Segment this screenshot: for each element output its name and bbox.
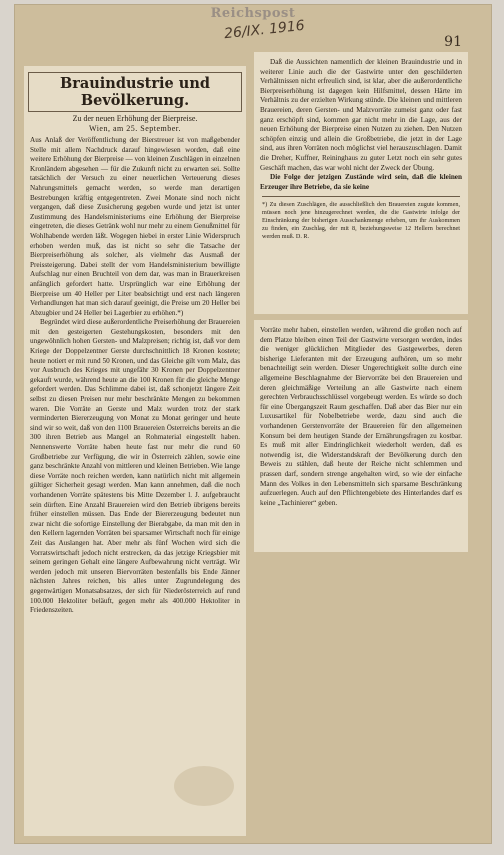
article-paragraph: Begründet wird diese außerordentliche Preiserhöhung der Brauereien mit den gesteigerten Gestehungskosten, besonders mit den ungewöhnlich hohen Gersten- und Malzpreisen; richtig ist, daß vor dem Kriege der Doppelzentner Gerste durchschnittlich 18 Kronen kostete; heute notiert er mit rund 50 Kronen, und das Gleiche gilt vom Malz, das vor Ausbruch des Krieges mit ungefähr 30 Kronen per Doppelzentner gekauft wurde, während heute an die 100 Kronen für die gleiche Menge gefordert werden. Das Schlimme dabei ist, daß schonjetzt längere Zeit selbst zu diesen Preisen nur mehr beschränkte Mengen zu bekommen waren. Die Vorräte an Gerste und Malz wurden trotz der stark verminderten Biererzeugung von Monat zu Monat geringer und heute sind wir so weit, daß von den 1100 Brauereien Österreichs bereits an die 300 ihren Betrieb aus Mangel an Rohmaterial eingestellt haben. Nennenswerte Vorräte haben heute fast nur mehr die rund 60 Großbetriebe zur Verfügung, die wir in Österreich zählen, sowie eine ganz beschränkte Anzahl von mittleren und kleinen Betrieben. Wie lange diese Vorräte noch reichen werden, kann natürlich nicht mit allgemein gültiger Sicherheit gesagt werden. Man kann annehmen, daß die noch vorhandenen Vorräte spätestens bis Mitte Dezember l. J. aufgebraucht sein dürften. Eine Anzahl Brauereien wird den Betrieb übrigens bereits früher einstellen müssen. Das Ende der Biererzeugung bedeutet nun zwar nicht die sofortige Einstellung der Bierabgabe, da man mit den in den Kellern lagernden Vorräten bei sparsamer Wirtschaft noch für einige Zeit das Auslangen hat. Aber mehr als fünf Wochen wird sich die Vorratswirtschaft jedoch nicht erstrecken, da das jetzige Kriegsbier mit seinem geringen Gehalt eine längere Aufbewahrung nicht verträgt. Wir werden jedoch mit unseren Biervorräten bestenfalls bis Ende Jänner nächsten Jahres reichen, bis alles unter Zugrundelegung des gegenwärtigen Monatsabsatzes, der sich für Niederösterreich auf rund 100.000 Hektoliter beläuft, gegen mehr als 400.000 Hektoliter in Friedenszeiten. bbox=[30, 318, 240, 615]
article-body bbox=[24, 136, 246, 616]
article-dateline: Wien, am 25. September. bbox=[88, 124, 182, 133]
article-clipping-right-top bbox=[254, 52, 468, 314]
page-number: 91 bbox=[444, 34, 462, 50]
handwritten-date: 26/IX. 1916 bbox=[223, 17, 306, 43]
article-headline: Brauindustrie und Bevölkerung. bbox=[28, 72, 242, 112]
article-continuation-bottom bbox=[254, 320, 468, 508]
article-paragraph: Daß die Aussichten namentlich der kleinen Brauindustrie und in weiterer Linie auch die der Gastwirte unter den geschilderten Verhältnissen nicht erfreulich sind, ist klar, aber die außerordentliche Bierpreiserhöhung ist dagegen kein Hilfsmittel, dessen Härte im Verhältnis zu der erzielten Wirkung stünde. Die kleinen und mittleren Brauereien, deren Gersten- und Malzvorräte zumeist ganz oder fast ganz erschöpft sind, kommen gar nicht mehr in die Lage, aus der neuen Erhöhung der Bierpreise einen Nutzen zu ziehen. Den Nutzen schöpfen einzig und allein die Großbetriebe, die jetzt in der Lage sind, aus ihren Vorräten noch möglichst viel herauszuschlagen. Damit die Dreher, Kuffner, Reininghaus zu guter Letzt noch ein sehr gutes Geschäft machen, das war wohl nicht der Zweck der Übung. bbox=[260, 58, 462, 172]
masthead-stamp: Reichspost bbox=[210, 6, 296, 21]
article-continuation-top bbox=[254, 52, 468, 192]
footnote-divider bbox=[262, 196, 460, 197]
article-paragraph: Aus Anlaß der Veröffentlichung der Bierstreuer ist von maßgebender Stelle mit allem Nachdruck darauf hingewiesen worden, daß eine weitere Erhöhung der Bierpreise — von kleinen Zuschlägen in einzelnen Kronländern abgesehen — für die Zukunft nicht zu erwarten sei. Sollte tatsächlich der Versuch zu einer neuerlichen Verteuerung dieses Nahrungsmittels gemacht werden, so werde man derartigen Bestrebungen kräftig entgegentreten. Zwei Monate sind noch nicht vergangen, daß diese Zusicherung gegeben wurde und jetzt ist unter Zustimmung des Handelsministeriums eine Erhöhung der Bierpreise eingetreten, die dieses Getränk wohl nur mehr zu einem Genußmittel für Wohlhabende werden läßt. Wogegen hiebei in erster Linie Widerspruch erhoben werden muß, das ist nicht so sehr die Tatsache der Bierpreiserhöhung als solcher, als vielmehr das Ausmaß der Preissteigerung. Dabei stellt der vom Handelsministerium bewilligte Aufschlag nur einen Bruchteil von dem dar, was man in Brauerkreisen anfänglich gefordert hatte. Ursprünglich war eine Erhöhung der Bierpreise um 40 Heller per Liter beabsichtigt und erst nach längeren Verhandlungen hat man sich darauf geeinigt, die Preise um 20 Heller bei Abzugbier und 24 Heller bei Lagerbier zu erhöhen.*) bbox=[30, 136, 240, 317]
article-footnote: *) Zu diesen Zuschlägen, die ausschließlich den Brauereien zugute kommen, müssen noch jene hinzugerechnet werden, die die Gastwirte infolge der Einschränkung der bisherigen Ausschankmenge erheben, um ihr Auskommen zu finden, ein Zuschlag, der mit 8, beziehungsweise 12 Hellern berechnet werden muß. D. R. bbox=[262, 201, 460, 241]
article-subhead: Zu der neuen Erhöhung der Bierpreise. bbox=[72, 114, 198, 123]
article-clipping-right-bottom bbox=[254, 320, 468, 552]
paper-stain bbox=[174, 766, 234, 806]
article-paragraph: Die Folge der jetzigen Zustände wird sein, daß die kleinen Erzeuger ihre Betriebe, da sie keine bbox=[260, 173, 462, 191]
article-clipping-left bbox=[24, 66, 246, 836]
article-paragraph: Vorräte mehr haben, einstellen werden, während die großen noch auf dem Platze bleiben einen Teil der Gastwirte versorgen werden, indes die weniger glücklichen Mitglieder des Gastgewerbes, deren bisherige Lieferanten mit der Erzeugung aufhören, um so mehr benachteiligt sein werden. Dieser Ungerechtigkeit sollte durch eine allgemeine Beschlagnahme der Biervorräte bei den Brauereien und deren gleichmäßige Verteilung an alle Gastwirte nach einem gerechten Verbrauchsschlüssel vorgebeugt werden. Es würde so doch für eine Übergangszeit Raum geschaffen. Daß aber das Bier nur ein Luxusartikel für Nobelbetriebe werde, dazu sind auch die vorhandenen Gerstenvorräte der Brauereien für den allgemeinen Konsum bei dem heutigen Stande der Ernährungsfragen zu kostbar. Es muß mit aller Eindringlichkeit wiederholt werden, daß es notwendig ist, die Widerstandskraft der Bevölkerung durch den Beweis zu stählen, daß heute der Reiche nicht schlemmen und prassen darf, sondern strenge angehalten wird, so wie der einfache Mann des Volkes in den Lebensmitteln sich sparsame Beschränkung aufzuerlegen. Auch auf den Pflichtengebiete des Hinterlandes darf es keine „Tachinierer“ geben. bbox=[260, 326, 462, 507]
